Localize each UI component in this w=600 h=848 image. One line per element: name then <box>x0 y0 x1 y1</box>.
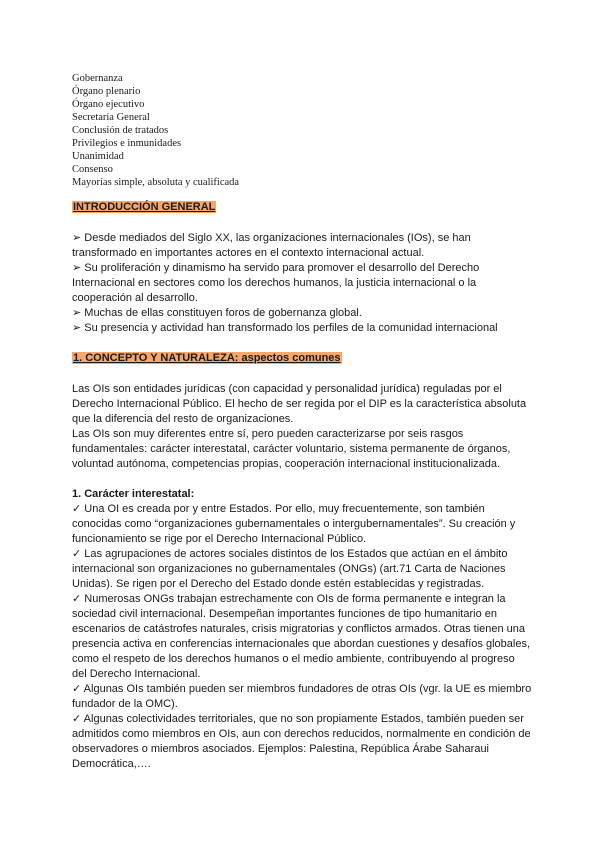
checkmark-icon: ✓ <box>72 593 82 605</box>
section1-heading: 1. CONCEPTO Y NATURALEZA: aspectos comunes <box>73 352 341 364</box>
intro-bullet: ➢ Su presencia y actividad han transformado los perfiles de la comunidad internacional <box>72 322 498 334</box>
intro-bullet: ➢ Muchas de ellas constituyen foros de gobernanza global. <box>72 307 362 319</box>
check-item: ✓ Algunas OIs también pueden ser miembros fundadores de otras OIs (vgr. la UE es miembro fundador de la OMC). <box>72 683 532 710</box>
checkmark-icon: ✓ <box>72 683 82 695</box>
intro-heading: INTRODUCCIÓN GENERAL <box>73 201 216 213</box>
section1-paragraph: Las OIs son muy diferentes entre sí, pero pueden caracterizarse por seis rasgos fundamentales: carácter interestatal, carácter voluntario, sistema permanente de órganos, voluntad autónoma, competencias propias, cooperación internacional institucionalizada. <box>72 428 511 470</box>
check-item: ✓ Algunas colectividades territoriales, que no son propiamente Estados, también pueden ser admitidos como miembros en OIs, aun con derechos reducidos, normalmente en condición de observadores o miembros asociados. Ejemplos: Palestina, República Árabe Saharaui Democrática,…. <box>72 713 531 770</box>
topic-item: Conclusión de tratados <box>72 125 169 136</box>
topic-item: Gobernanza <box>72 73 123 84</box>
check-item: ✓ Una OI es creada por y entre Estados. Por ello, muy frecuentemente, son también conocidas como “organizaciones gubernamentales o intergubernamentales”. Su creación y funcionamiento se rige por el Derecho Internacional Público. <box>72 503 516 545</box>
intro-bullet: ➢ Su proliferación y dinamismo ha servido para promover el desarrollo del Derecho Internacional en sectores como los derechos humanos, la justicia internacional o la cooperación al desarrollo. <box>72 262 480 304</box>
topic-list <box>72 72 239 189</box>
arrow-bullet-icon: ➢ <box>72 232 82 244</box>
intro-bullet: ➢ Desde mediados del Siglo XX, las organizaciones internacionales (IOs), se han transformado en importantes actores en el contexto internacional actual. <box>72 232 471 259</box>
checkmark-icon: ✓ <box>72 713 82 725</box>
topic-item: Secretaría General <box>72 112 150 123</box>
arrow-bullet-icon: ➢ <box>72 307 82 319</box>
topic-item: Mayorías simple, absoluta y cualificada <box>72 177 240 188</box>
topic-item: Consenso <box>72 164 113 175</box>
topic-item: Órgano ejecutivo <box>72 99 145 110</box>
check-item: ✓ Numerosas ONGs trabajan estrechamente con OIs de forma permanente e integran la sociedad civil internacional. Desempeñan importantes funciones de tipo humanitario en escenarios de catástrofes naturales, crisis migratorias y conflictos armados. Otras tienen una presencia activa en conferencias internacionales que abordan cuestiones y desafíos globales, como el respeto de los derechos humanos o el medio ambiente, contribuyendo al progreso del Derecho Internacional. <box>72 593 531 680</box>
topic-item: Unanimidad <box>72 151 124 162</box>
arrow-bullet-icon: ➢ <box>72 322 82 334</box>
document-body <box>72 200 532 772</box>
topic-item: Órgano plenario <box>72 86 141 97</box>
intro-bullets <box>72 231 532 336</box>
check-item: ✓ Las agrupaciones de actores sociales distintos de los Estados que actúan en el ámbito internacional son organizaciones no gubernamentales (ONGs) (art.71 Carta de Naciones Unidas). Se rigen por el Derecho del Estado donde estén establecidas y registradas. <box>72 548 508 590</box>
arrow-bullet-icon: ➢ <box>72 262 82 274</box>
section1-paragraph: Las OIs son entidades jurídicas (con capacidad y personalidad jurídica) reguladas por el Derecho Internacional Público. El hecho de ser regida por el DIP es la característica absoluta que la diferencia del resto de organizaciones. <box>72 383 527 425</box>
checkmark-icon: ✓ <box>72 548 82 560</box>
subsection1-heading: 1. Carácter interestatal: <box>72 488 195 500</box>
topic-item: Privilegios e inmunidades <box>72 138 182 149</box>
checkmark-icon: ✓ <box>72 503 82 515</box>
